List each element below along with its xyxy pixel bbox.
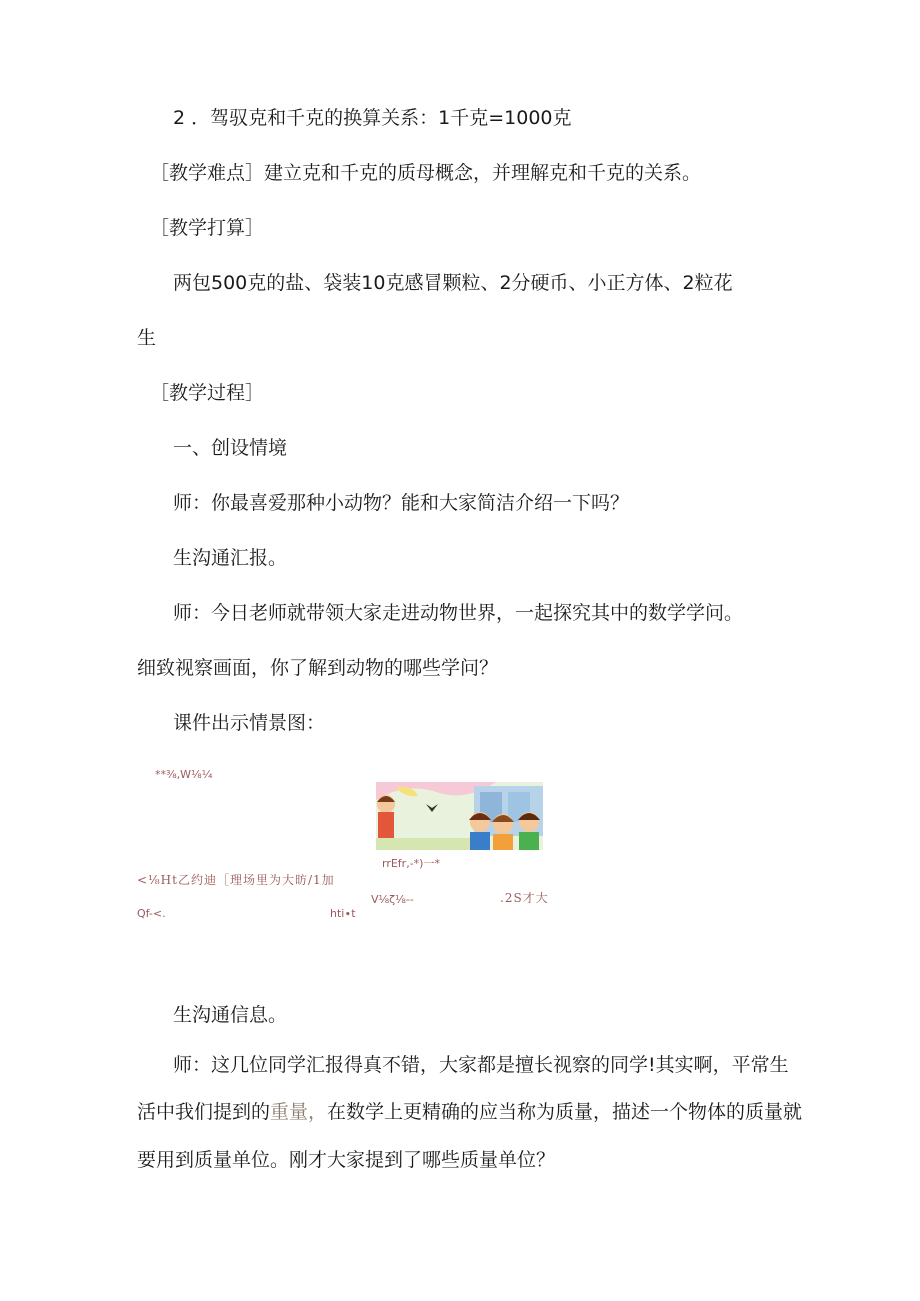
figure-ocr-text-2: rrEfr,-*)一* [382, 857, 440, 870]
figure-ocr-text-5: .2S才大 [500, 891, 549, 905]
scene-illustration [376, 782, 543, 850]
text-line-student-report: 生沟通汇报。 [173, 547, 288, 569]
text-line-section-one: 一、创设情境 [173, 437, 288, 459]
text-line-student-info: 生沟通信息。 [173, 1004, 288, 1026]
text-line-teacher-praise: 师：这几位同学汇报得真不错，大家都是擅长视察的同学!其实啊，平常生 [173, 1054, 789, 1076]
figure-ocr-text-1: **⅜,W⅛¼ [155, 768, 213, 781]
text-line-observe: 细致视察画面，你了解到动物的哪些学问？ [137, 657, 499, 679]
figure-ocr-text-6: Qf-<. [137, 907, 166, 920]
text-line-process-heading: ［教学过程］ [150, 382, 265, 404]
figure-ocr-text-4: V⅛ζ⅛-- [371, 893, 414, 906]
text-line-mass-units: 要用到质量单位。刚才大家提到了哪些质量单位？ [137, 1149, 556, 1171]
text-span-weight-term: 重量， [270, 1101, 328, 1123]
text-line-conversion: 2 ．驾驭克和千克的换算关系：1千克=1000克 [173, 107, 572, 129]
text-line-teacher-intro: 师：今日老师就带领大家走进动物世界，一起探究其中的数学学问。 [173, 602, 744, 624]
text-span-weight-post: 在数学上更精确的应当称为质量，描述一个物体的质量就 [327, 1101, 803, 1123]
text-line-materials-cont: 生 [137, 327, 157, 349]
text-line-difficulty: ［教学难点］建立克和千克的质母概念，并理解克和千克的关系。 [150, 162, 702, 184]
text-line-materials: 两包500克的盐、袋装10克感冒颗粒、2分硬币、小正方体、2粒花 [173, 272, 733, 294]
text-span-weight-pre: 活中我们提到的 [137, 1101, 271, 1123]
text-line-weight-mass [137, 1100, 802, 1124]
figure-ocr-text-3: <⅛Ht乙约迪［理场里为大昉/1加 [137, 873, 335, 887]
figure-ocr-text-7: hti∙t [330, 907, 356, 920]
text-line-teacher-question: 师：你最喜爱那种小动物？能和大家简洁介绍一下吗？ [173, 492, 630, 514]
text-line-preparation-heading: ［教学打算］ [150, 217, 265, 239]
text-line-show-image: 课件出示情景图： [173, 712, 326, 734]
